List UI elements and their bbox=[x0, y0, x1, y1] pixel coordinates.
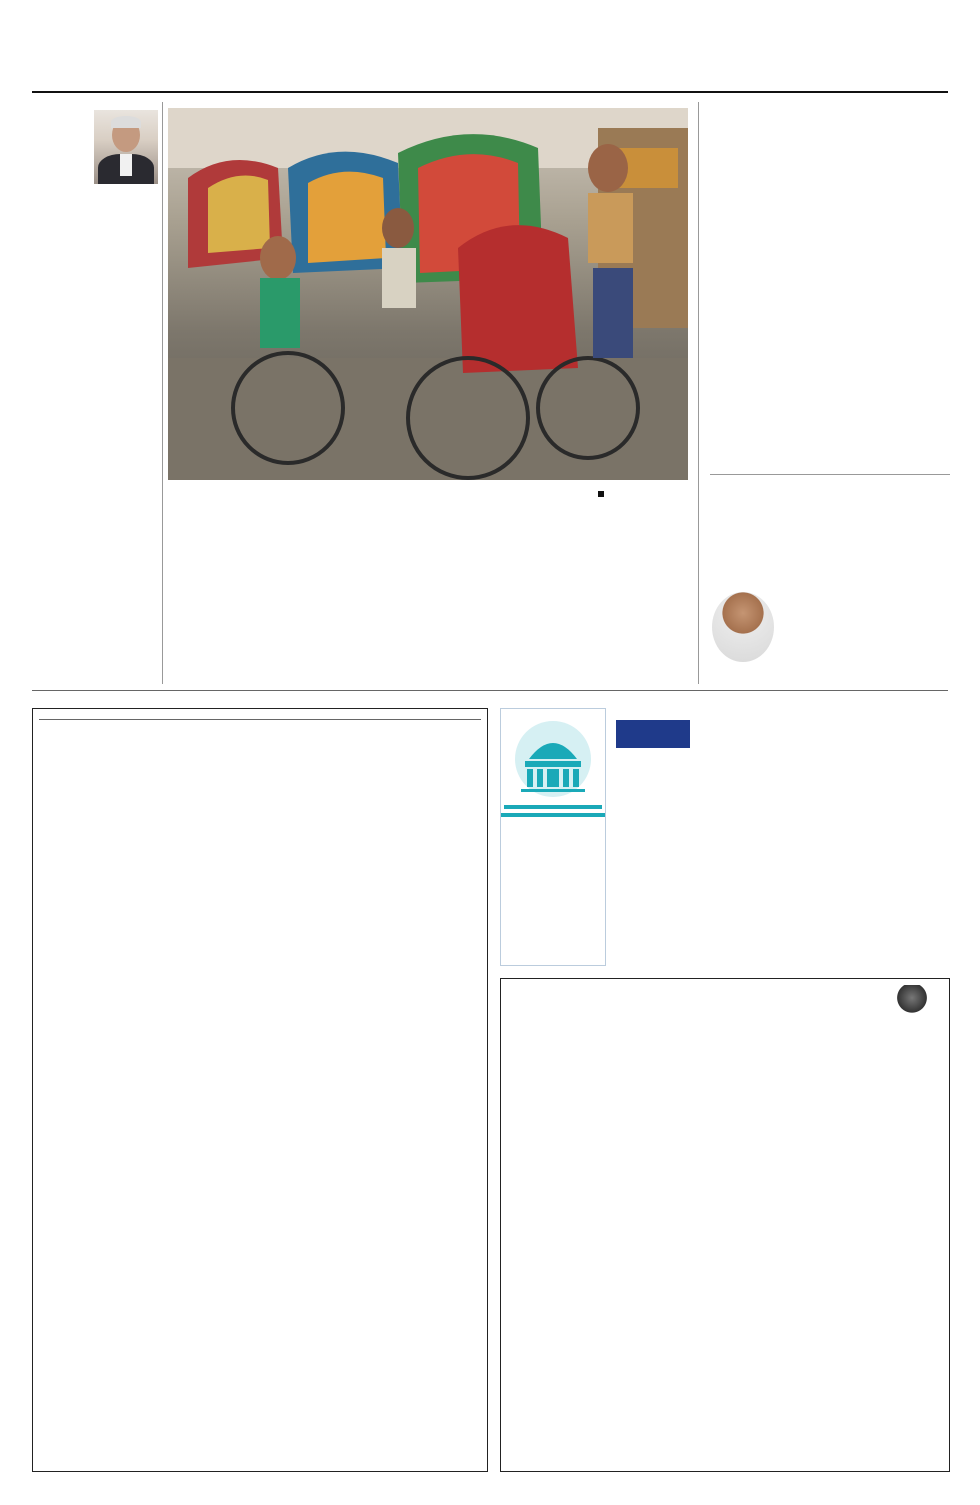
asset-logo bbox=[616, 720, 690, 748]
ads-rule bbox=[32, 690, 948, 691]
jahirul-article bbox=[754, 485, 950, 491]
lged-tender-ad bbox=[500, 978, 950, 1472]
sehri-title bbox=[501, 813, 605, 817]
marine-tender-ad bbox=[32, 708, 488, 1472]
lged-badge bbox=[881, 985, 943, 1043]
rickshaw-illustration bbox=[168, 108, 688, 480]
section-rule bbox=[710, 474, 950, 475]
caption-marker bbox=[598, 491, 604, 497]
column-divider bbox=[698, 102, 699, 684]
prayer-box bbox=[500, 708, 606, 966]
column-divider bbox=[162, 102, 163, 684]
ziaur-article bbox=[32, 102, 158, 187]
jahirul-portrait bbox=[712, 592, 774, 662]
tender-note-row bbox=[39, 719, 481, 720]
lged-logo bbox=[507, 987, 573, 1031]
mosque-icon bbox=[501, 709, 605, 801]
masthead-rule bbox=[32, 91, 948, 93]
meal-caption bbox=[598, 489, 690, 501]
asset-ad bbox=[612, 708, 950, 966]
prayer-source bbox=[504, 805, 602, 809]
ziaur-portrait bbox=[94, 110, 158, 184]
mosque-icon bbox=[501, 709, 605, 801]
iimcaa-article bbox=[754, 108, 950, 116]
leader-portrait bbox=[897, 985, 927, 1017]
rickshaw-photo bbox=[168, 108, 688, 480]
